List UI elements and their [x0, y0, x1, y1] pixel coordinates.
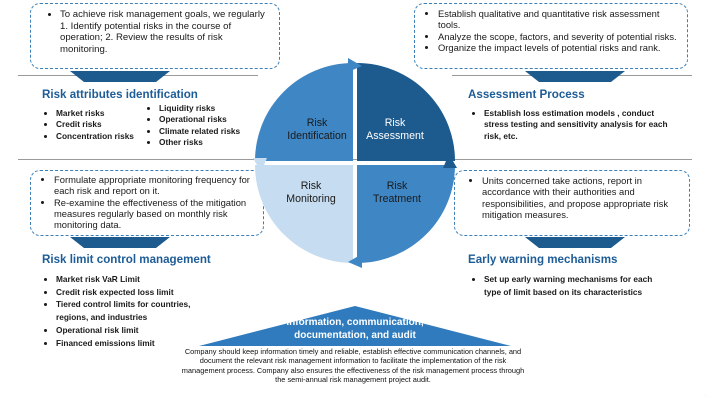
bottom-description: Company should keep information timely and reliable, establish effective communication channels, and document the relevant risk management information to facilitate the implementation of the risk management process. Company also ensures the effectiveness of the risk management process through the semi-annual risk management project audit. — [181, 347, 525, 385]
risk-attribute-item: • Operational risks — [159, 114, 255, 125]
quadrant-identification — [255, 63, 353, 161]
label-risk-assessment: Risk Assessment — [366, 117, 424, 142]
early-warning-item: • Set up early warning mechanisms for each type of limit based on its characteristics — [484, 273, 655, 298]
risk-attribute-item: • Other risks — [159, 137, 255, 148]
monitoring-item: • Formulate appropriate monitoring frequency for each risk and report on it. — [54, 174, 257, 197]
risk-attribute-item: • Climate related risks — [159, 126, 255, 137]
assessment-tools-item: • Establish qualitative and quantitative risk assessment tools. — [438, 8, 681, 31]
monitoring-item: • Re-examine the effectiveness of the mitigation measures regularly based on monthly risk monitoring data. — [54, 197, 257, 231]
risk-attribute-item: • Concentration risks — [56, 131, 137, 142]
early-warning-title: Early warning mechanisms — [468, 253, 618, 266]
risk-attributes-col2 — [145, 103, 255, 149]
risk-limit-item: • Credit risk expected loss limit — [56, 286, 217, 299]
risk-cycle-diagram — [250, 58, 460, 268]
assessment-process-list — [470, 108, 675, 142]
assessment-process-item: • Establish loss estimation models , conduct stress testing and sensitivity analysis for each risk, etc. — [484, 108, 675, 142]
bottom-title: Information, communication, documentation, and audit — [286, 317, 424, 341]
monitoring-box — [30, 170, 264, 236]
label-risk-identification: Risk Identification — [287, 117, 347, 142]
identify-steps-box — [30, 3, 280, 69]
early-warning-list — [470, 273, 655, 298]
risk-attributes-col1 — [42, 108, 137, 142]
assessment-tools-item: • Analyze the scope, factors, and severity of potential risks. — [438, 31, 681, 42]
risk-limit-item: • Market risk VaR Limit — [56, 273, 217, 286]
assessment-tools-item: • Organize the impact levels of potential risks and rank. — [438, 42, 681, 53]
risk-limit-item: • Operational risk limit — [56, 324, 217, 337]
risk-limit-title: Risk limit control management — [42, 253, 211, 266]
assessment-process-title: Assessment Process — [468, 88, 585, 101]
risk-attribute-item: • Market risks — [56, 108, 137, 119]
treatment-item: • Units concerned take actions, report in accordance with their authorities and responsibilities, and propose appropriate risk mitigation measures. — [482, 175, 683, 220]
risk-attribute-item: • Credit risks — [56, 119, 137, 130]
quadrant-assessment — [357, 63, 455, 161]
risk-attributes-title: Risk attributes identification — [42, 88, 198, 101]
risk-limit-list — [42, 273, 217, 349]
risk-limit-item: • Financed emissions limit — [56, 337, 217, 350]
label-risk-monitoring: Risk Monitoring — [286, 180, 336, 205]
label-risk-treatment: Risk Treatment — [373, 180, 421, 205]
treatment-box — [454, 170, 690, 236]
identify-steps-text: • To achieve risk management goals, we regularly 1. Identify potential risks in the course of operation; 2. Review the results of risk monitoring. — [60, 9, 271, 55]
risk-attribute-item: • Liquidity risks — [159, 103, 255, 114]
risk-limit-item: • Tiered control limits for countries, regions, and industries — [56, 298, 217, 323]
